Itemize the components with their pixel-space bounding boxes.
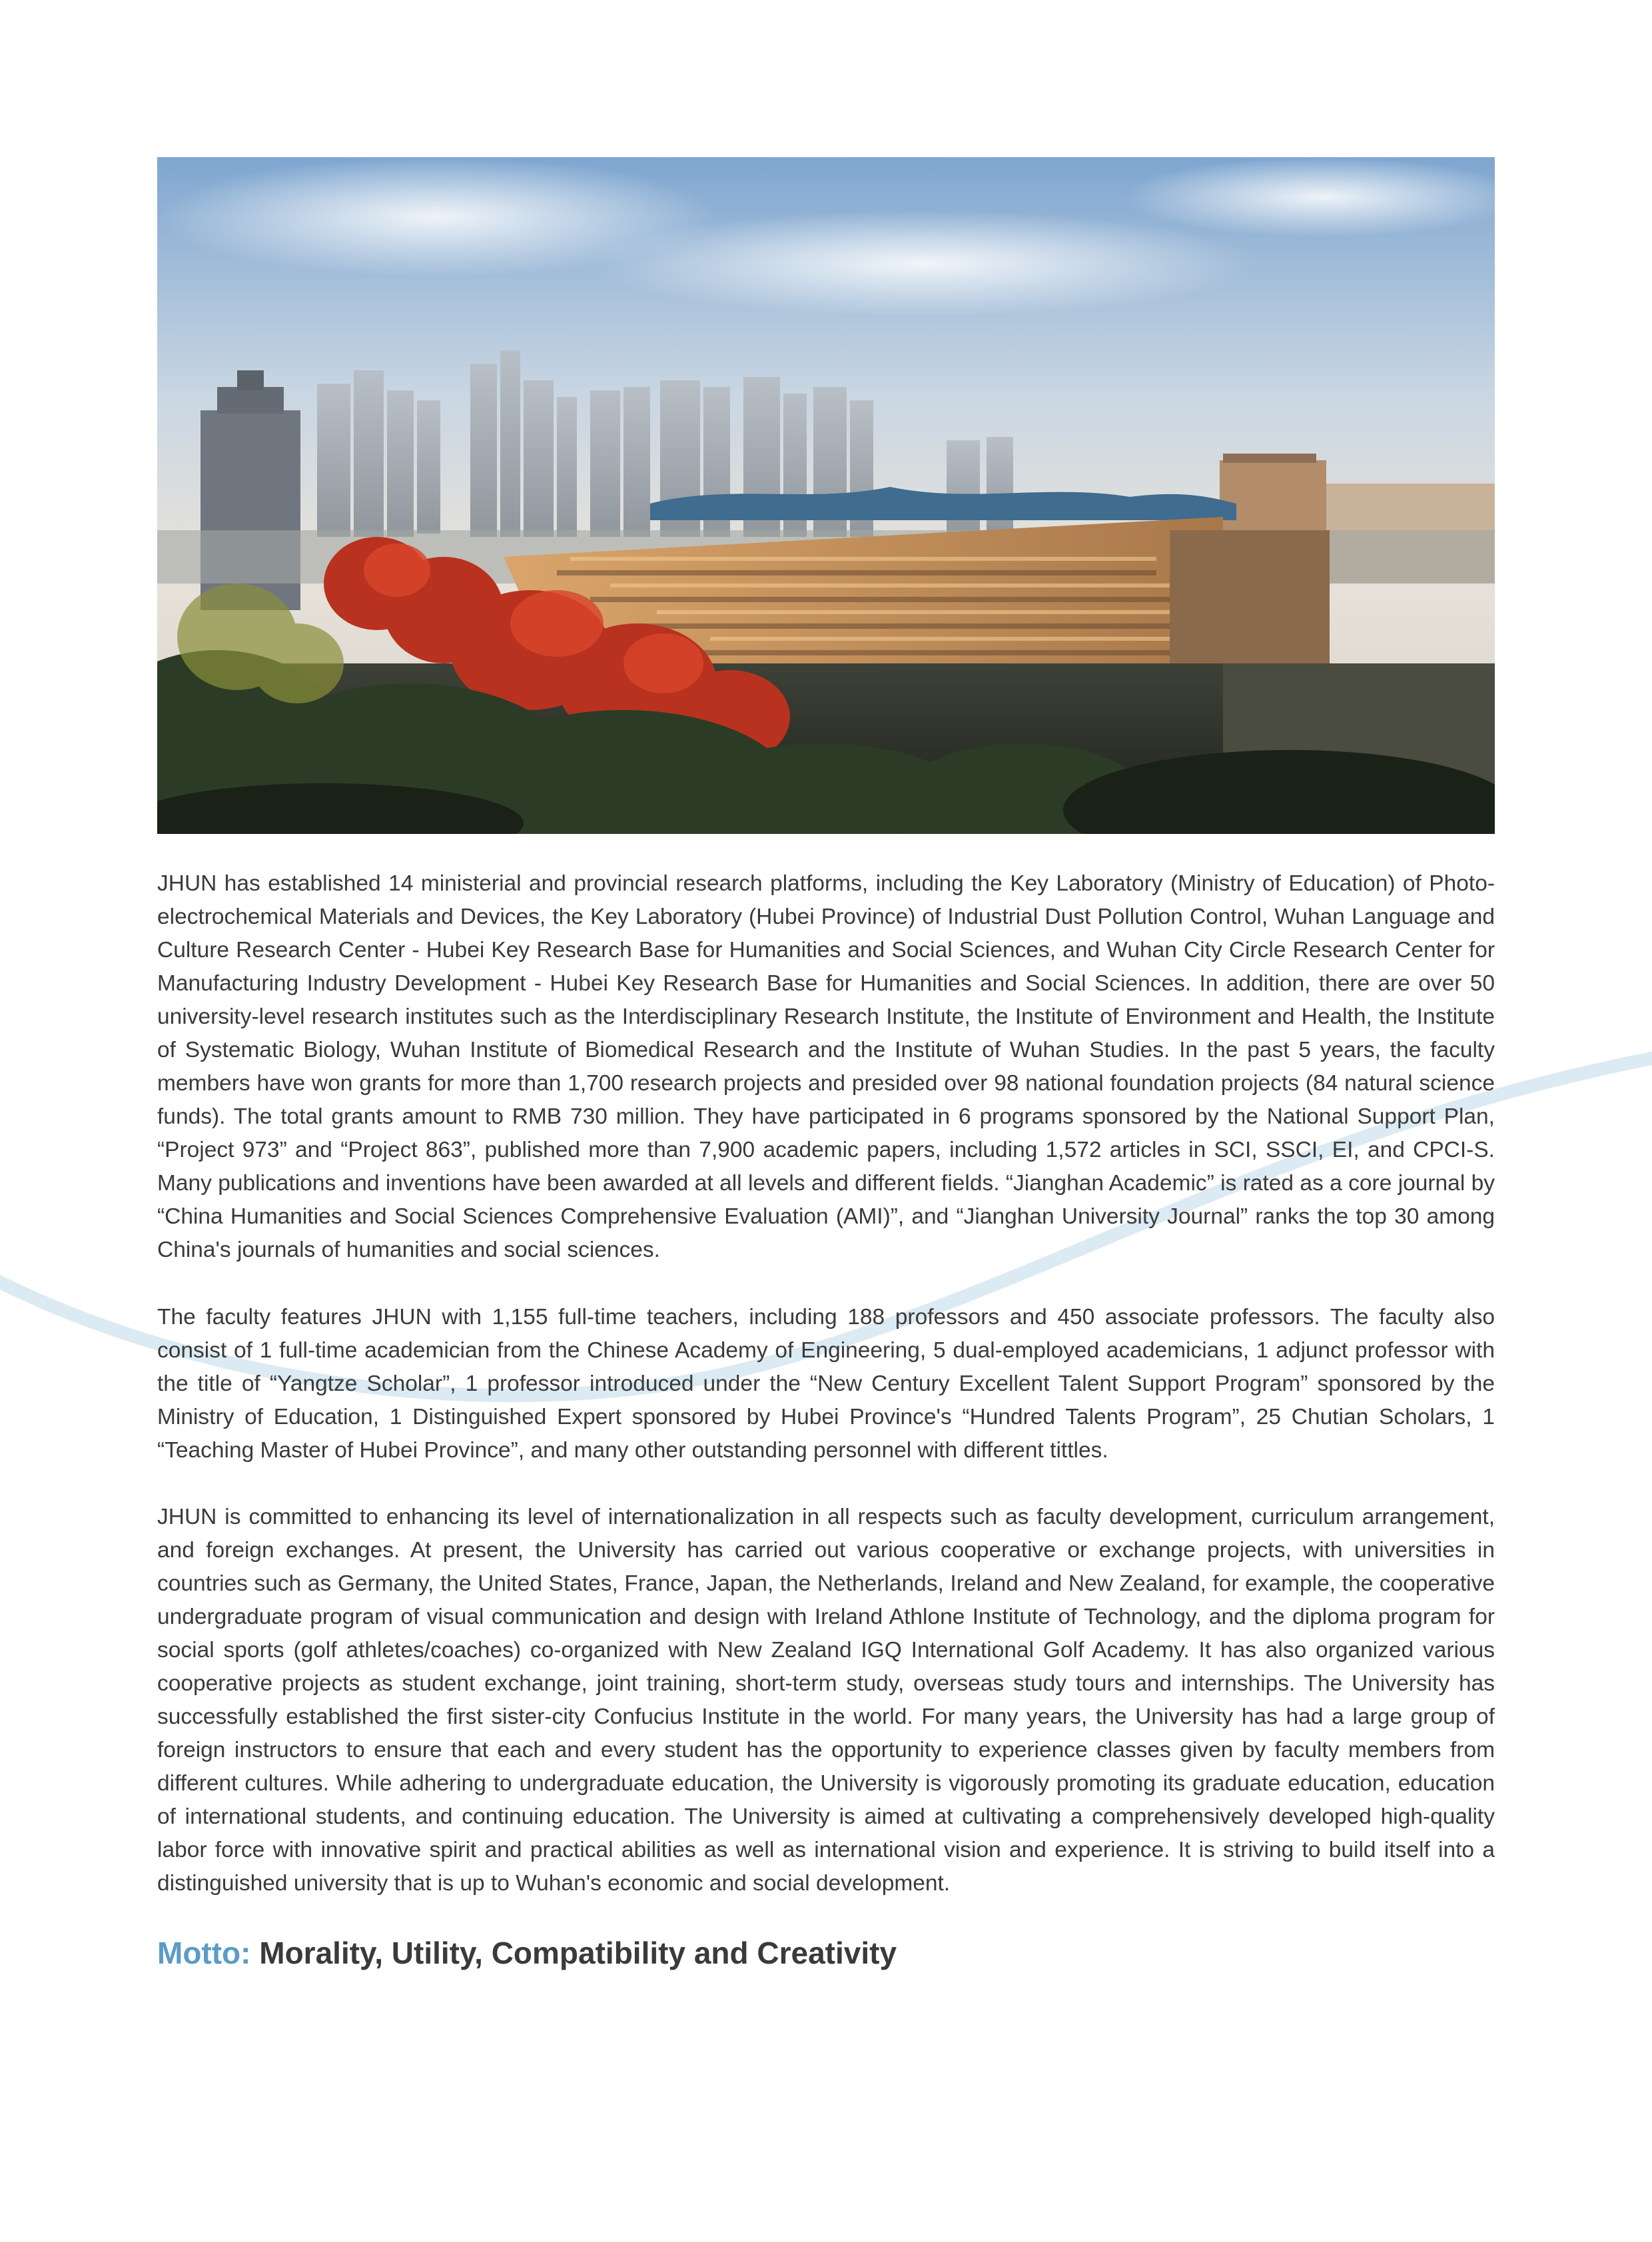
motto xyxy=(157,1933,897,1973)
research-paragraph: JHUN has established 14 ministerial and provincial research platforms, including the Key Laboratory (Ministry of Education) of Photo-electrochemical Materials and Devices, the Key Laboratory (Hubei Province) of Industrial Dust Pollution Control, Wuhan Language and Culture Research Center - Hubei Key Research Base for Humanities and Social Sciences, and Wuhan City Circle Research Center for Manufacturing Industry Development - Hubei Key Research Base for Humanities and Social Sciences. In addition, there are over 50 university-level research institutes such as the Interdisciplinary Research Institute, the Institute of Environment and Health, the Institute of Systematic Biology, Wuhan Institute of Biomedical Research and the Institute of Wuhan Studies. In the past 5 years, the faculty members have won grants for more than 1,700 research projects and presided over 98 national foundation projects (84 natural science funds). The total grants amount to RMB 730 million. They have participated in 6 programs sponsored by the National Support Plan, “Project 973” and “Project 863”, published more than 7,900 academic papers, including 1,572 articles in SCI, SSCI, EI, and CPCI-S. Many publications and inventions have been awarded at all levels and different fields. “Jianghan Academic” is rated as a core journal by “China Humanities and Social Sciences Comprehensive Evaluation (AMI)”, and “Jianghan University Journal” ranks the top 30 among China's journals of humanities and social sciences. xyxy=(157,871,1495,1262)
campus-photo xyxy=(157,157,1495,834)
faculty-paragraph: The faculty features JHUN with 1,155 full-time teachers, including 188 professors and 450 associate professors. The faculty also consist of 1 full-time academician from the Chinese Academy of Engineering, 5 dual-employed academicians, 1 adjunct professor with the title of “Yangtze Scholar”, 1 professor introduced under the “New Century Excellent Talent Support Program” sponsored by the Ministry of Education, 1 Distinguished Expert sponsored by Hubei Province's “Hundred Talents Program”, 25 Chutian Scholars, 1 “Teaching Master of Hubei Province”, and many other outstanding personnel with different tittles. xyxy=(157,1305,1495,1463)
motto-label: Motto: xyxy=(157,1936,251,1970)
motto-text: Morality, Utility, Compatibility and Creativity xyxy=(259,1936,897,1970)
internationalization-paragraph: JHUN is committed to enhancing its level of internationalization in all respects such as faculty development, curriculum arrangement, and foreign exchanges. At present, the University has carried out various cooperative or exchange projects, with universities in countries such as Germany, the United States, France, Japan, the Netherlands, Ireland and New Zealand, for example, the cooperative undergraduate program of visual communication and design with Ireland Athlone Institute of Technology, and the diploma program for social sports (golf athletes/coaches) co-organized with New Zealand IGQ International Golf Academy. It has also organized various cooperative projects as student exchange, joint training, short-term study, overseas study tours and internships. The University has successfully established the first sister-city Confucius Institute in the world. For many years, the University has had a large group of foreign instructors to ensure that each and every student has the opportunity to experience classes given by faculty members from different cultures. While adhering to undergraduate education, the University is vigorously promoting its graduate education, education of international students, and continuing education. The University is aimed at cultivating a comprehensively developed high-quality labor force with innovative spirit and practical abilities as well as international vision and experience. It is striving to build itself into a distinguished university that is up to Wuhan's economic and social development. xyxy=(157,1505,1495,1896)
